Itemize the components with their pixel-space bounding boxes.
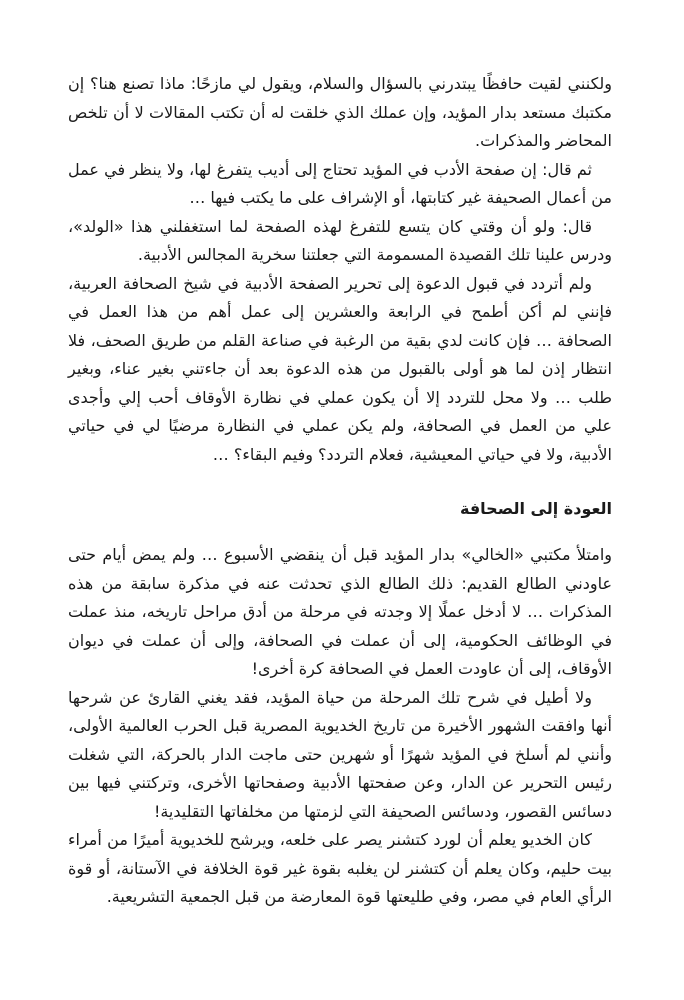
section-heading: العودة إلى الصحافة: [459, 499, 612, 518]
paragraph: ولم أتردد في قبول الدعوة إلى تحرير الصفحة الأدبية في شيخ الصحافة العربية، فإنني لم أكن أطمح في الرابعة والعشرين إلى عمل أهم من هذا العمل في الصحافة … فإن كانت لدي بقية من الرغبة في صناعة القلم من طريق الصحف، فلا انتظار إذن لما هو أولى بالقبول من هذه الدعوة بعد أن جاءتني بغير عناء، وبغير طلب … ولا محل للتردد إلا أن يكون عملي في نظارة الأوقاف أحب إلي وأجدى علي من العمل في الصحافة، ولم يكن عملي في النظارة مرضيًا لي في حياتي الأدبية، ولا في حياتي المعيشية، فعلام التردد؟ وفيم البقاء؟ …: [68, 273, 612, 464]
memoir-section-intro: [68, 70, 612, 469]
paragraph: قال: ولو أن وقتي كان يتسع للتفرغ لهذه الصفحة لما استغفلني هذا «الولد»، ودرس علينا تلك القصيدة المسمومة التي جعلتنا سخرية المجالس الأدبية.: [68, 216, 612, 264]
paragraph: ثم قال: إن صفحة الأدب في المؤيد تحتاج إلى أديب يتفرغ لها، ولا ينظر في عمل من أعمال الصحيفة غير كتابتها، أو الإشراف على ما يكتب فيها …: [68, 159, 612, 207]
memoir-section-return: [68, 495, 612, 912]
paragraph: وامتلأ مكتبي «الخالي» بدار المؤيد قبل أن ينقضي الأسبوع … ولم يمض أيام حتى عاودني الطالع القديم: ذلك الطالع الذي تحدثت عنه في مذكرة سابقة من هذه المذكرات … لا أدخل عملًا إلا وجدته في مرحلة من أدق مراحل تاريخه، منذ عملت في الوظائف الحكومية، إلى أن عملت في الصحافة، وإلى أن عملت في ديوان الأوقاف، إلى أن عاودت العمل في الصحافة كرة أخرى!: [68, 545, 612, 678]
paragraph: ولا أطيل في شرح تلك المرحلة من حياة المؤيد، فقد يغني القارئ عن شرحها أنها وافقت الشهور الأخيرة من تاريخ الخديوية المصرية قبل الحرب العالمية الأولى، وأنني لم أسلخ في المؤيد شهرًا أو شهرين حتى ماجت الدار بالحركة، التي شغلت رئيس التحرير عن الدار، وعن صفحتها الأدبية وصفحاتها الأخرى، وتركتني فيها بين دسائس القصور، ودسائس الصحيفة التي لزمتها من مخلفاتها التقليدية!: [68, 687, 612, 821]
document-page: [68, 70, 612, 912]
paragraph: ولكنني لقيت حافظًا يبتدرني بالسؤال والسلام، ويقول لي مازحًا: ماذا تصنع هنا؟ إن مكتبك مستعد بدار المؤيد، وإن عملك الذي خلقت له أن تكتب المقالات لا أن تلخص المحاضر والمذكرات.: [68, 74, 612, 150]
paragraph: كان الخديو يعلم أن لورد كتشنر يصر على خلعه، ويرشح للخديوية أميرًا من أمراء بيت حليم، وكان يعلم أن كتشنر لن يغلبه بقوة غير قوة الخلافة في الآستانة، أو قوة الرأي العام في مصر، وفي طليعتها قوة المعارضة من قبل الجمعية التشريعية.: [68, 830, 612, 906]
